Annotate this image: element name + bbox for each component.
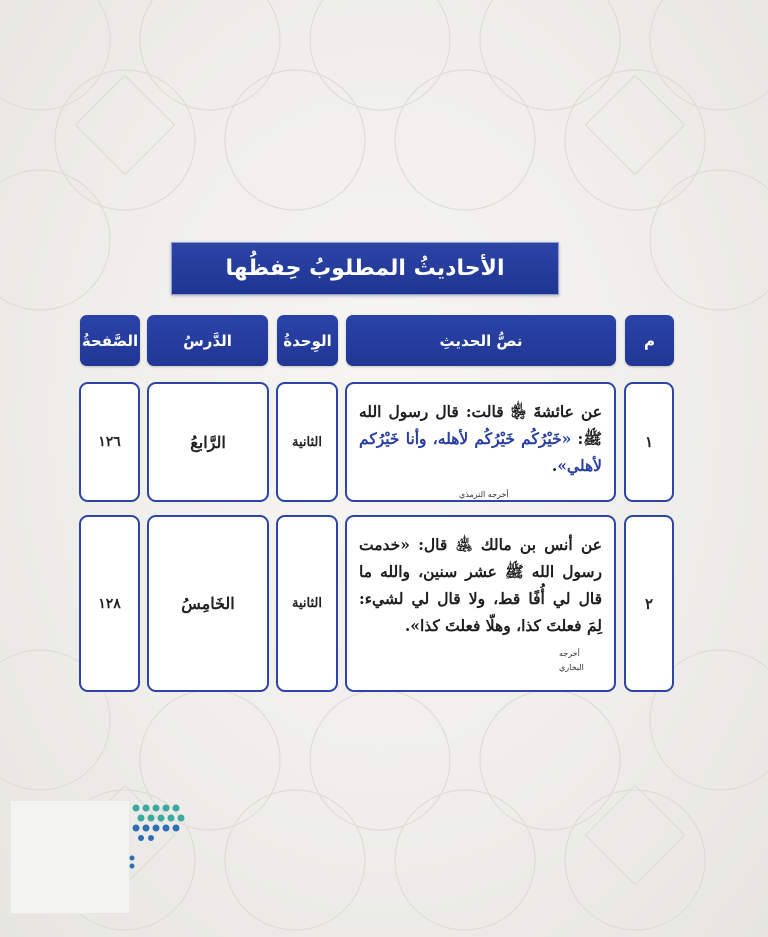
hadith-body: عن أنس بن مالك ﵁ قال: «خدمت رسول الله ﷺ عشر سنين، والله ما قال لي أُفًا قط، ولا قال لي لشيء: لِمَ فعلتَ كذا، وهلّا فعلتَ كذا». xyxy=(359,535,602,635)
hadith-text xyxy=(359,531,602,675)
hadith-source: أخرجه البخاري xyxy=(559,649,584,672)
logo-placeholder xyxy=(10,800,130,914)
row-1-page xyxy=(79,382,140,502)
page-value: ١٢٨ xyxy=(98,595,121,612)
header-lesson: الدَّرسُ xyxy=(147,315,268,366)
row-1-hadith xyxy=(345,382,616,502)
hadith-end: . xyxy=(551,456,558,475)
row-index-value: ٢ xyxy=(644,594,654,613)
row-1-index xyxy=(624,382,674,502)
row-2-page xyxy=(79,515,140,692)
hadith-intro: عن عائشةَ ﵂ قالت: قال رسول الله ﷺ: xyxy=(359,402,603,448)
header-page: الصَّفحةُ xyxy=(80,315,140,366)
unit-value: الثانية xyxy=(292,434,322,450)
page-value: ١٢٦ xyxy=(98,434,121,450)
hadith-source: أخرجه الترمذي xyxy=(459,490,509,499)
header-hadith: نصُّ الحديثِ xyxy=(346,315,616,366)
row-2-hadith xyxy=(345,515,616,692)
row-2-lesson xyxy=(147,515,269,692)
row-index-value: ١ xyxy=(644,433,654,451)
hadith-text xyxy=(359,398,602,508)
row-1-unit xyxy=(276,382,338,502)
unit-value: الثانية xyxy=(292,596,322,611)
ministry-logo-dots-icon xyxy=(128,800,198,870)
lesson-value: الخَامِسُ xyxy=(181,594,235,613)
row-2-index xyxy=(624,515,674,692)
hadith-quote: «خَيْرُكُم خَيْرُكُم لأهله، وأنا خَيْرُكم لأهلي» xyxy=(359,429,602,475)
header-unit: الوِحدةُ xyxy=(277,315,338,366)
row-1-lesson xyxy=(147,382,269,502)
page-title: الأحاديثُ المطلوبُ حِفظُها xyxy=(171,242,559,295)
row-2-unit xyxy=(276,515,338,692)
header-index: م xyxy=(625,315,674,366)
lesson-value: الرَّابعُ xyxy=(190,432,226,452)
